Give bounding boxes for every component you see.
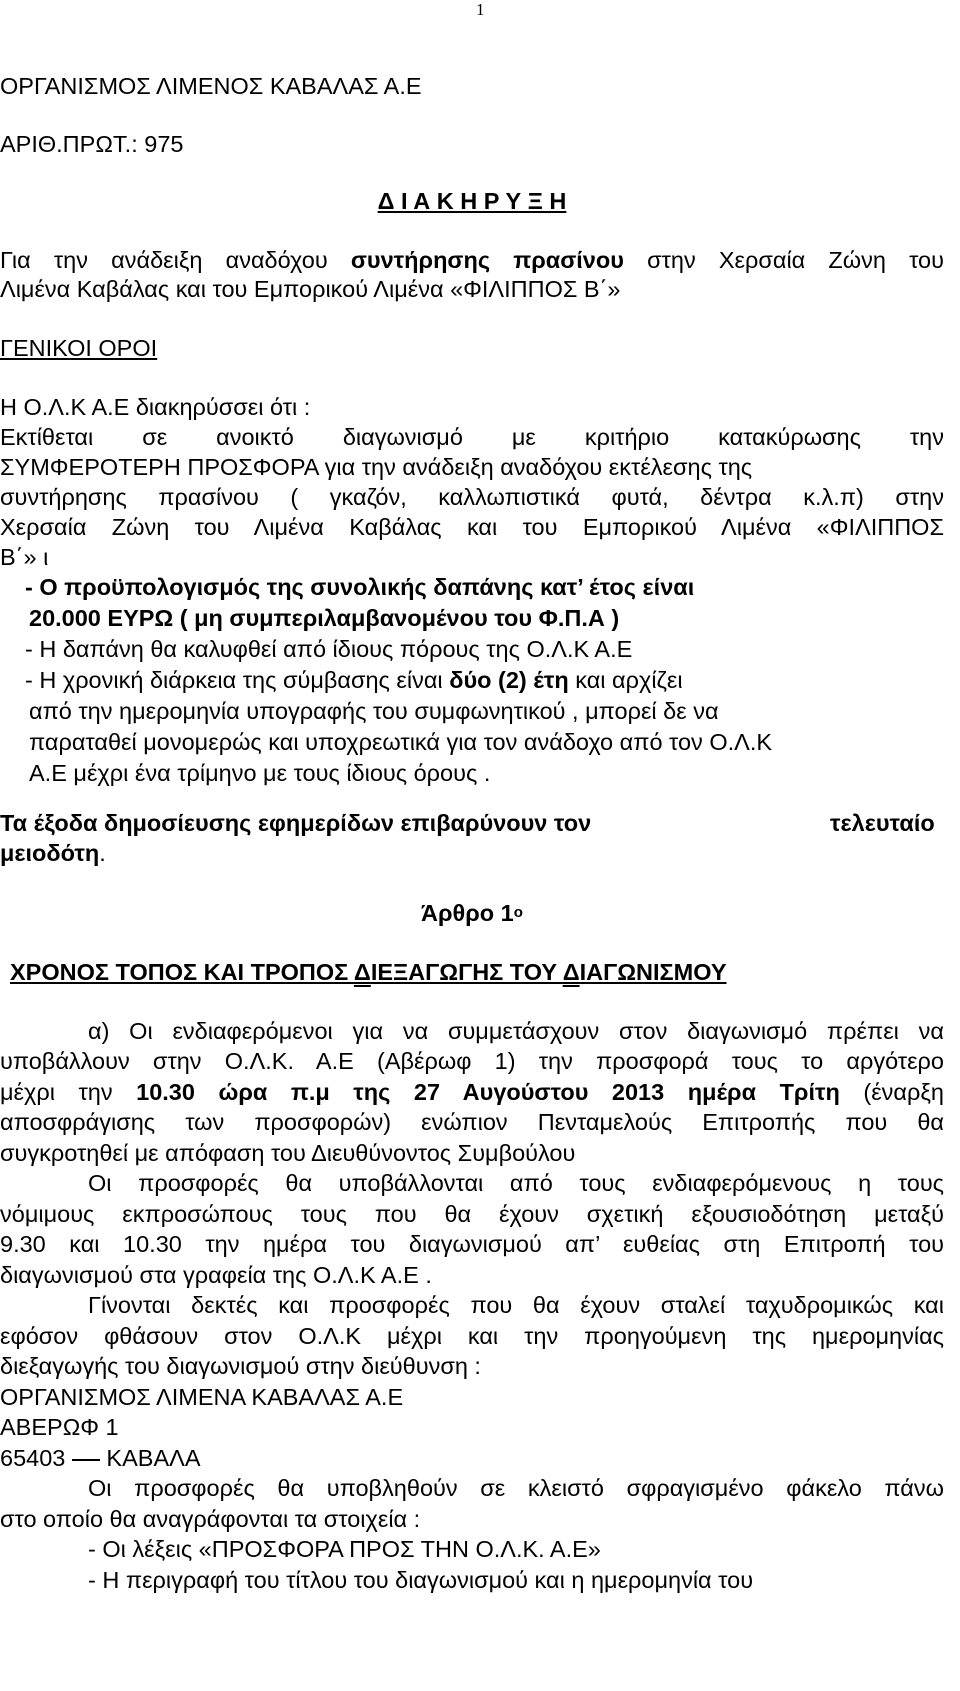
duration-line-4: Α.Ε μέχρι ένα τρίμηνο με τους ίδιους όρους . bbox=[29, 760, 491, 786]
budget-line-1: - Ο προϋπολογισμός της συνολικής δαπάνης κατ’ έτος είναι bbox=[25, 574, 695, 600]
budget-line-2: 20.000 ΕΥΡΩ ( μη συμπεριλαμβανομένου του Φ.Π.Α ) bbox=[29, 605, 620, 631]
envelope-line-3: - Οι λέξεις «ΠΡΟΣΦΟΡΑ ΠΡΟΣ ΤΗΝ Ο.Λ.Κ. Α.Ε» bbox=[88, 1536, 601, 1562]
general-terms-heading: ΓΕΝΙΚΟΙ ΟΡΟΙ bbox=[0, 335, 158, 361]
duration-line-2: από την ημερομηνία υπογραφής του συμφωνητικού , μπορεί δε να bbox=[29, 698, 719, 724]
intro-line-2: Εκτίθεται σε ανοικτό διαγωνισμό με κριτήριο κατακύρωσης την bbox=[0, 424, 944, 450]
organization-name: ΟΡΓΑΝΙΣΜΟΣ ΛΙΜΕΝΟΣ ΚΑΒΑΛΑΣ Α.Ε bbox=[0, 73, 422, 99]
expenses-line-1: Τα έξοδα δημοσίευσης εφημερίδων επιβαρύνουν τον bbox=[0, 810, 592, 836]
protocol-number: ΑΡΙΘ.ΠΡΩΤ.: 975 bbox=[0, 131, 184, 157]
document-title: Δ Ι Α Κ Η Ρ Υ Ξ Η bbox=[377, 188, 567, 214]
body-b-line-4: διαγωνισμού στα γραφεία της Ο.Λ.Κ Α.Ε . bbox=[0, 1262, 432, 1288]
address-line-2: ΑΒΕΡΩΦ 1 bbox=[0, 1414, 119, 1440]
duration-line-3: παραταθεί μονομερώς και υποχρεωτικά για τον ανάδοχο από τον Ο.Λ.Κ bbox=[29, 729, 773, 755]
envelope-line-2: στο οποίο θα αναγράφονται τα στοιχεία : bbox=[0, 1506, 421, 1532]
intro-line-5: Χερσαία Ζώνη του Λιμένα Καβάλας και του Εμπορικού Λιμένα «ΦΙΛΙΠΠΟΣ bbox=[0, 514, 944, 540]
body-a-line-1: α) Οι ενδιαφερόμενοι για να συμμετάσχουν στον διαγωνισμό πρέπει να bbox=[88, 1018, 944, 1044]
subject-line-2: Λιμένα Καβάλας και του Εμπορικού Λιμένα «ΦΙΛΙΠΠΟΣ Β΄» bbox=[0, 276, 621, 302]
article-heading: ΧΡΟΝΟΣ ΤΟΠΟΣ ΚΑΙ ΤΡΟΠΟΣ ΔΙΕΞΑΓΩΓΗΣ ΤΟΥ ΔΙΑΓΩΝΙΣΜΟΥ bbox=[10, 959, 727, 985]
body-a-line-3: μέχρι την 10.30 ώρα π.μ της 27 Αυγούστου 2013 ημέρα Τρίτη (έναρξη bbox=[0, 1079, 944, 1105]
envelope-line-4: - Η περιγραφή του τίτλου του διαγωνισμού και η ημερομηνία του bbox=[88, 1567, 754, 1593]
body-a-line-2: υποβάλλουν στην Ο.Λ.Κ. Α.Ε (Αβέρωφ 1) την προσφορά τους το αργότερο bbox=[0, 1048, 944, 1074]
address-line-3: 65403 ΚΑΒΑΛΑ bbox=[0, 1445, 201, 1471]
duration-line-1: - Η χρονική διάρκεια της σύμβασης είναι δύο (2) έτη και αρχίζει bbox=[25, 667, 683, 693]
intro-line-4: συντήρησης πρασίνου ( γκαζόν, καλλωπιστικά φυτά, δέντρα κ.λ.π) στην bbox=[0, 484, 944, 510]
intro-line-3: ΣΥΜΦΕΡΟΤΕΡΗ ΠΡΟΣΦΟΡΑ για την ανάδειξη αναδόχου εκτέλεσης της bbox=[0, 454, 753, 480]
intro-line-1: Η Ο.Λ.Κ Α.Ε διακηρύσσει ότι : bbox=[0, 394, 311, 420]
article-label: Άρθρο $1^o$ bbox=[421, 900, 523, 926]
page-number: 1 bbox=[476, 0, 485, 19]
subject-line-1: Για την ανάδειξη αναδόχου συντήρησης πρασίνου στην Χερσαία Ζώνη του bbox=[0, 247, 944, 273]
body-c-line-3: διεξαγωγής του διαγωνισμού στην διεύθυνση : bbox=[0, 1353, 481, 1379]
body-b-line-2: νόμιμους εκπροσώπους τους που θα έχουν σχετική εξουσιοδότηση μεταξύ bbox=[0, 1201, 944, 1227]
body-a-line-5: συγκροτηθεί με απόφαση του Διευθύνοντος Συμβούλου bbox=[0, 1140, 576, 1166]
envelope-line-1: Οι προσφορές θα υποβληθούν σε κλειστό σφραγισμένο φάκελο πάνω bbox=[88, 1475, 944, 1501]
body-b-line-1: Οι προσφορές θα υποβάλλονται από τους ενδιαφερόμενους η τους bbox=[88, 1170, 944, 1196]
expenses-line-1-end: τελευταίο bbox=[830, 810, 935, 836]
body-a-line-4: αποσφράγισης των προσφορών) ενώπιον Πενταμελούς Επιτροπής που θα bbox=[0, 1109, 944, 1135]
body-b-line-3: 9.30 και 10.30 την ημέρα του διαγωνισμού απ’ ευθείας στη Επιτροπή του bbox=[0, 1231, 944, 1257]
funding-line: - Η δαπάνη θα καλυφθεί από ίδιους πόρους της Ο.Λ.Κ Α.Ε bbox=[25, 636, 633, 662]
expenses-line-2: μειοδότη. bbox=[0, 840, 106, 866]
body-c-line-2: εφόσον φθάσουν στον Ο.Λ.Κ μέχρι και την προηγούμενη της ημερομηνίας bbox=[0, 1323, 944, 1349]
body-c-line-1: Γίνονται δεκτές και προσφορές που θα έχουν σταλεί ταχυδρομικώς και bbox=[88, 1292, 944, 1318]
intro-line-6: Β΄» ι bbox=[0, 544, 49, 570]
address-line-1: ΟΡΓΑΝΙΣΜΟΣ ΛΙΜΕΝΑ ΚΑΒΑΛΑΣ Α.Ε bbox=[0, 1384, 404, 1410]
